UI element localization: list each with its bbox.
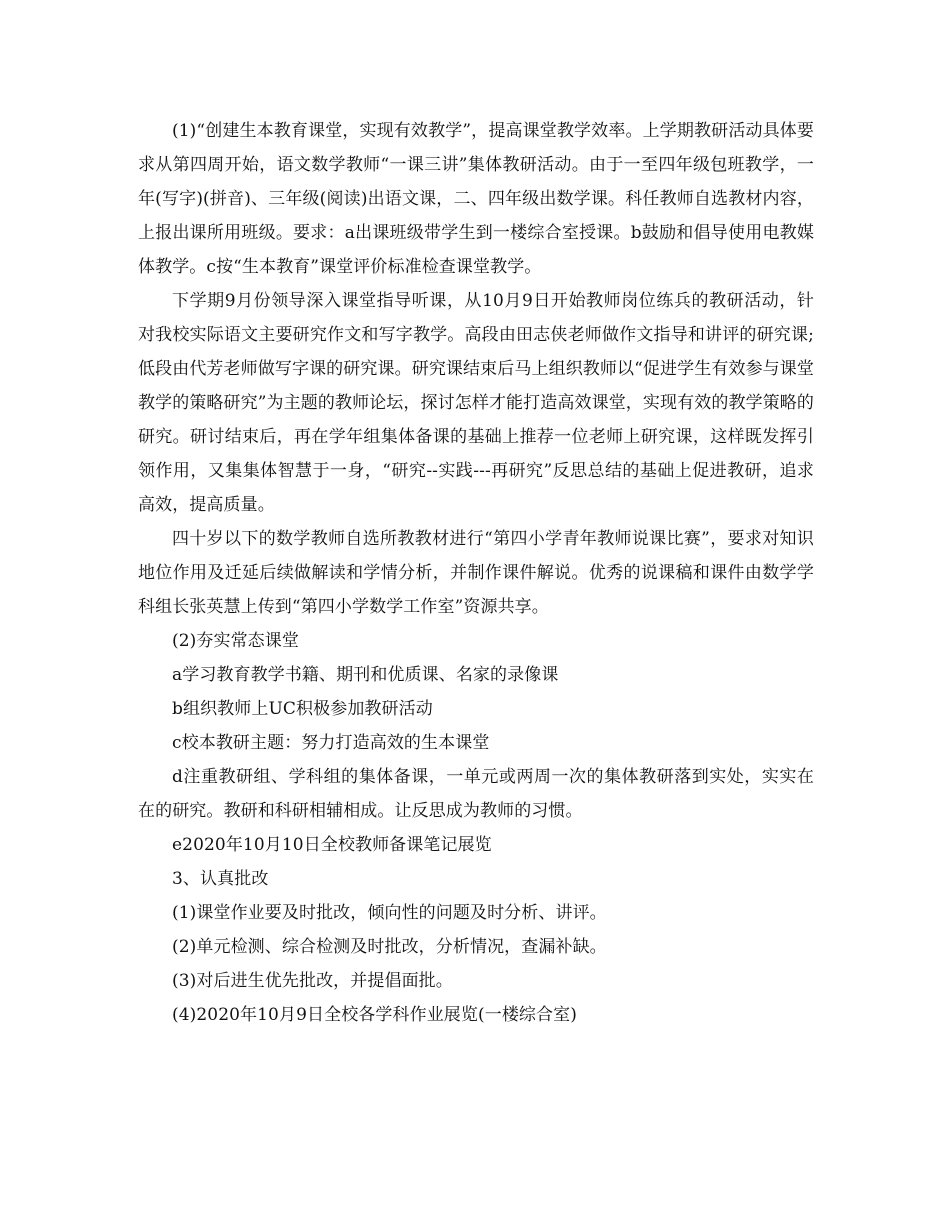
list-item-c: c校本教研主题：努力打造高效的生本课堂 [172,733,490,753]
list-item-a: a学习教育教学书籍、期刊和优质课、名家的录像课 [172,665,559,685]
list-item-e: e2020年10月10日全校教师备课笔记展览 [172,835,492,855]
list-item-1: (1)课堂作业要及时批改，倾向性的问题及时分析、讲评。 [172,903,607,923]
section-heading-3: 3、认真批改 [172,869,269,889]
list-item-2: (2)单元检测、综合检测及时批改，分析情况，查漏补缺。 [172,937,607,957]
list-item-d: d注重教研组、学科组的集体备课，一单元或两周一次的集体教研落到实处，实实在在的研究。教研和科研相辅相成。让反思成为教师的习惯。 [138,767,814,821]
paragraph-3: 四十岁以下的数学教师自选所教教材进行“第四小学青年教师说课比赛”，要求对知识地位作用及迁延后续做解读和学情分析，并制作课件解说。优秀的说课稿和课件由数学学科组长张英慧上传到“第四小学数学工作室”资源共享。 [138,529,814,617]
paragraph-1: (1)“创建生本教育课堂，实现有效教学”，提高课堂教学效率。上学期教研活动具体要求从第四周开始，语文数学教师“一课三讲”集体教研活动。由于一至四年级包班教学，一年(写字)(拼音)、三年级(阅读)出语文课，二、四年级出数学课。科任教师自选教材内容，上报出课所用班级。要求：a出课班级带学生到一楼综合室授课。b鼓励和倡导使用电教媒体教学。c按“生本教育”课堂评价标准检查课堂教学。 [138,121,814,277]
section-heading-2: (2)夯实常态课堂 [172,631,299,651]
paragraph-2: 下学期9月份领导深入课堂指导听课，从10月9日开始教师岗位练兵的教研活动，针对我校实际语文主要研究作文和写字教学。高段由田志侠老师做作文指导和讲评的研究课;低段由代芳老师做写字课的研究课。研究课结束后马上组织教师以“促进学生有效参与课堂教学的策略研究”为主题的教师论坛，探讨怎样才能打造高效课堂，实现有效的教学策略的研究。研讨结束后，再在学年组集体备课的基础上推荐一位老师上研究课，这样既发挥引领作用，又集集体智慧于一身，“研究--实践---再研究”反思总结的基础上促进教研，追求高效，提高质量。 [138,291,814,515]
list-item-4: (4)2020年10月9日全校各学科作业展览(一楼综合室) [172,1005,577,1025]
list-item-b: b组织教师上UC积极参加教研活动 [172,699,433,719]
list-item-3: (3)对后进生优先批改，并提倡面批。 [172,971,453,991]
document-page [138,114,814,1032]
